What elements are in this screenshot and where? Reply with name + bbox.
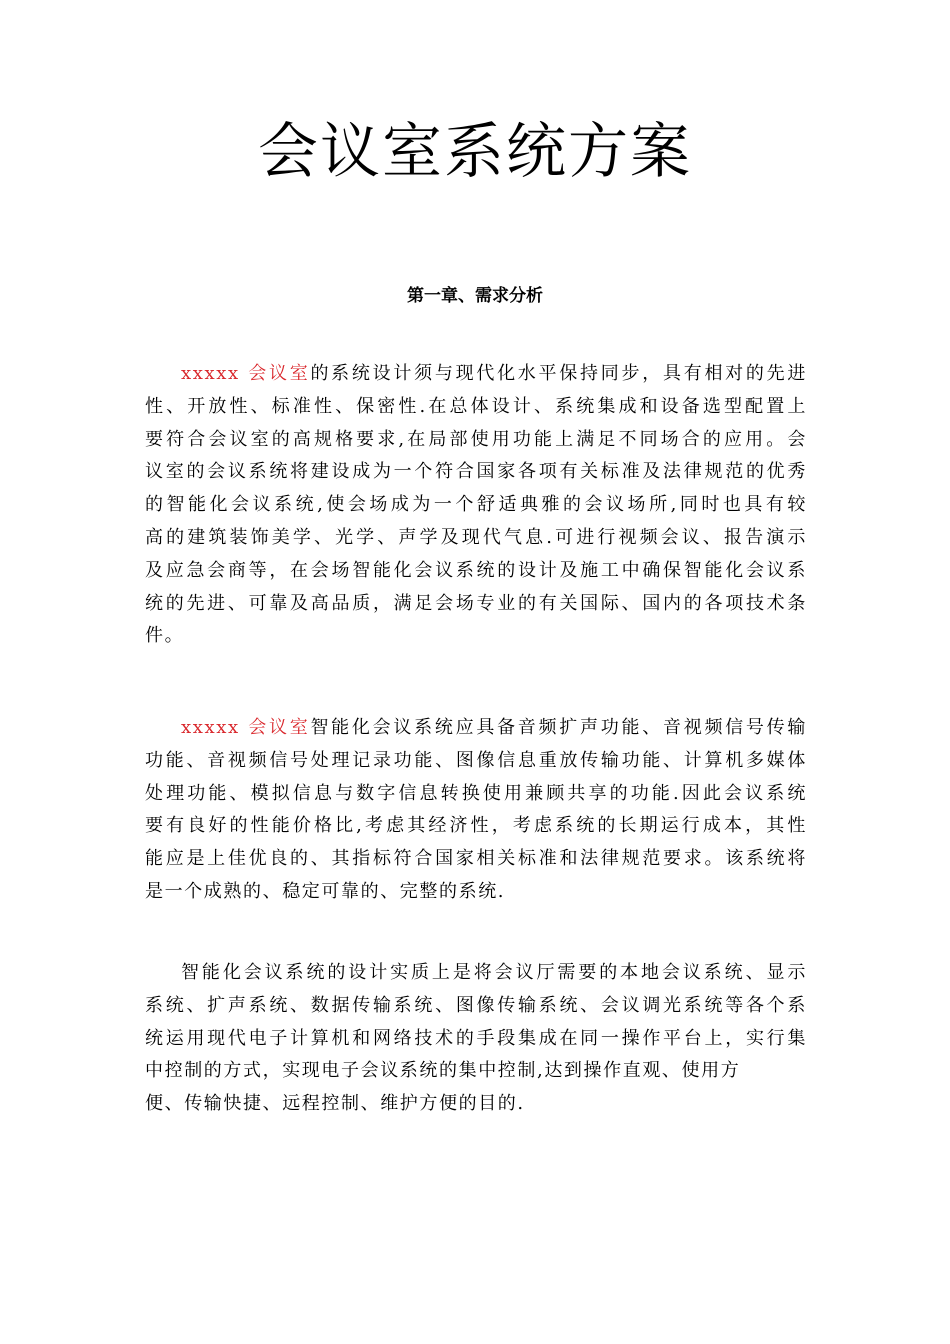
paragraph-line (145, 712, 807, 745)
line-text: 智能化会议系统应具备音频扩声功能、音视频信号传输 (310, 717, 807, 738)
paragraph-line: 件。 (145, 625, 185, 647)
highlighted-room-name: xxxxx 会议室 (181, 363, 311, 384)
paragraph-line: 统的先进、可靠及高品质，满足会场专业的有关国际、国内的各项技术条 (145, 592, 807, 614)
paragraph-line: 便、传输快捷、远程控制、维护方便的目的. (145, 1093, 525, 1115)
paragraph-line: 及应急会商等，在会场智能化会议系统的设计及施工中确保智能化会议系 (145, 559, 807, 581)
paragraph-line: 性、开放性、标准性、保密性.在总体设计、系统集成和设备选型配置上 (145, 395, 807, 417)
paragraph-line: 处理功能、模拟信息与数字信息转换使用兼顾共享的功能.因此会议系统 (145, 782, 807, 804)
paragraph-line: 能应是上佳优良的、其指标符合国家相关标准和法律规范要求。该系统将 (145, 848, 807, 870)
paragraph-line: 高的建筑装饰美学、光学、声学及现代气息.可进行视频会议、报告演示 (145, 526, 807, 548)
paragraph-line: 智能化会议系统的设计实质上是将会议厅需要的本地会议系统、显示 (181, 962, 807, 983)
paragraph-line: 要有良好的性能价格比,考虑其经济性，考虑系统的长期运行成本，其性 (145, 815, 807, 837)
paragraph-2 (145, 712, 807, 909)
paragraph-line: 议室的会议系统将建设成为一个符合国家各项有关标准及法律规范的优秀 (145, 461, 807, 483)
paragraph-line: 是一个成熟的、稳定可靠的、完整的系统. (145, 880, 506, 902)
paragraph-line: 要符合会议室的高规格要求,在局部使用功能上满足不同场合的应用。会 (145, 428, 807, 450)
paragraph-line: 功能、音视频信号处理记录功能、图像信息重放传输功能、计算机多媒体 (145, 749, 807, 771)
paragraph-line (145, 358, 807, 391)
paragraph-line: 系统、扩声系统、数据传输系统、图像传输系统、会议调光系统等各个系 (145, 994, 807, 1016)
document-title: 会议室系统方案 (258, 117, 692, 187)
paragraph-line: 中控制的方式，实现电子会议系统的集中控制,达到操作直观、使用方 (145, 1060, 741, 1082)
highlighted-room-name: xxxxx 会议室 (181, 717, 311, 738)
paragraph-line: 的智能化会议系统,使会场成为一个舒适典雅的会议场所,同时也具有较 (145, 494, 807, 516)
paragraph-1 (145, 358, 807, 653)
line-text: 的系统设计须与现代化水平保持同步，具有相对的先进 (310, 363, 807, 384)
paragraph-3 (145, 957, 807, 1121)
chapter-heading: 第一章、需求分析 (407, 286, 543, 306)
paragraph-line: 统运用现代电子计算机和网络技术的手段集成在同一操作平台上，实行集 (145, 1027, 807, 1049)
